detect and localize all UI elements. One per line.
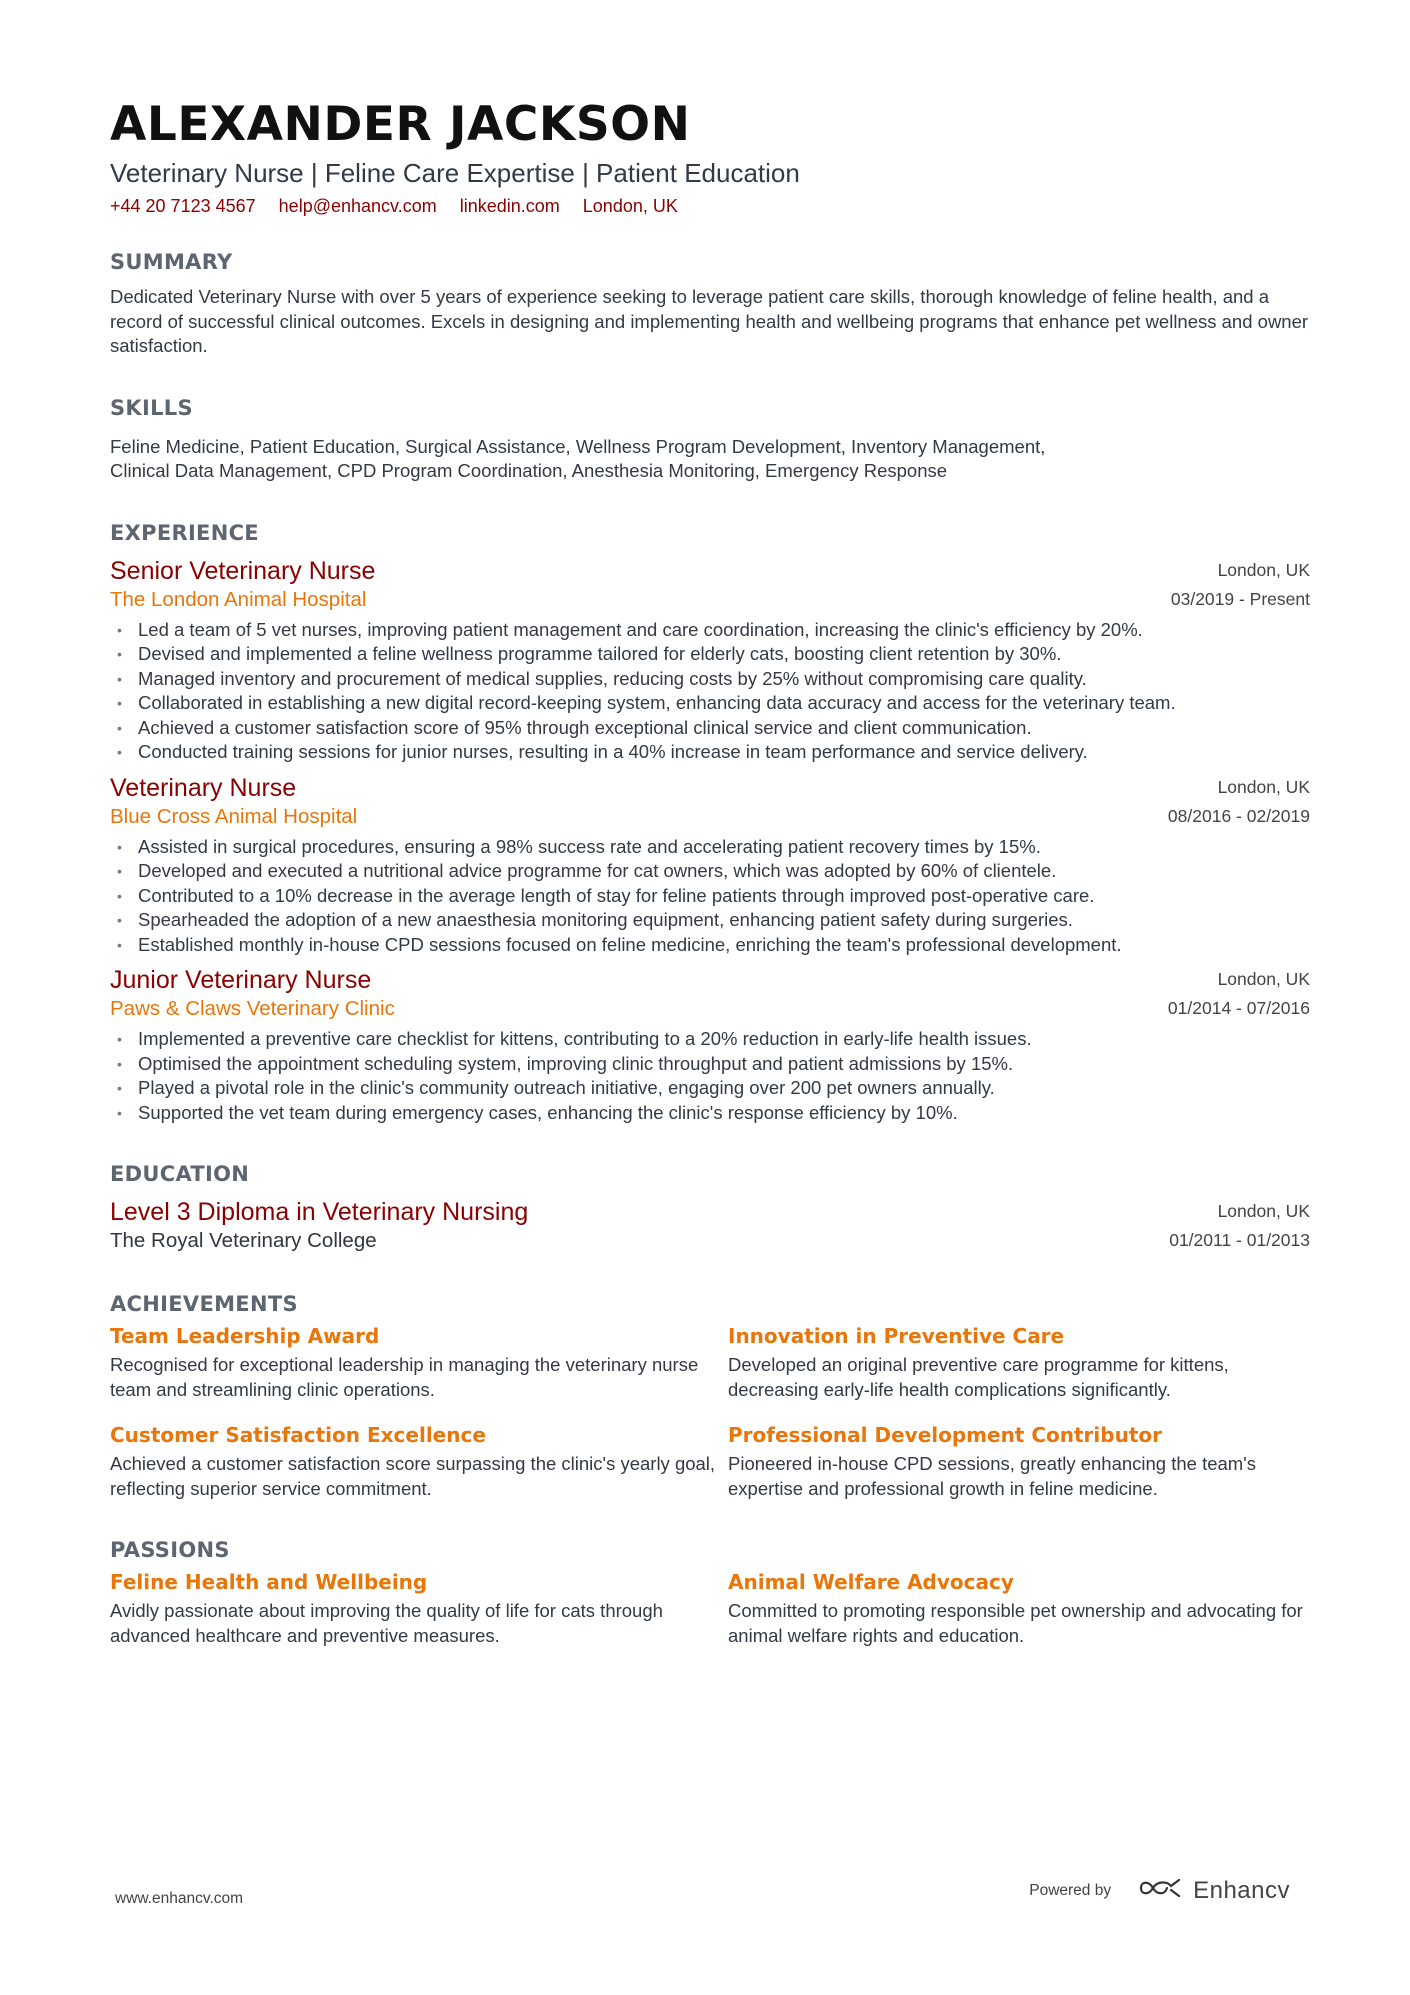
bullet-item: • Managed inventory and procurement of medical supplies, reducing costs by 25% without compromising care quality. xyxy=(110,667,1310,692)
achievement-card xyxy=(728,1420,1310,1501)
resume-page xyxy=(110,95,1310,1648)
candidate-name: ALEXANDER JACKSON xyxy=(110,97,691,152)
footer-branding xyxy=(1029,1876,1290,1905)
job-role: Senior Veterinary Nurse xyxy=(110,556,376,585)
headline: Veterinary Nurse | Feline Care Expertise | Patient Education xyxy=(110,158,800,188)
achievement-title: Innovation in Preventive Care xyxy=(728,1324,1065,1348)
bullet-item: • Assisted in surgical procedures, ensuring a 98% success rate and accelerating patient recovery times by 15%. xyxy=(110,835,1310,860)
bullet-item: • Supported the vet team during emergency cases, enhancing the clinic's response efficiency by 10%. xyxy=(110,1101,1310,1126)
bullet-list xyxy=(110,835,1310,958)
school: The Royal Veterinary College xyxy=(110,1229,377,1252)
job-meta xyxy=(1171,556,1310,614)
job-location: London, UK xyxy=(1217,969,1310,989)
experience-entry xyxy=(110,556,1310,765)
skills-line: Clinical Data Management, CPD Program Coordination, Anesthesia Monitoring, Emergency Response xyxy=(110,460,948,481)
location: London, UK xyxy=(582,196,678,216)
footer-website-link[interactable]: www.enhancv.com xyxy=(115,1890,244,1907)
achievement-card xyxy=(110,1321,728,1402)
achievements-section xyxy=(110,1289,1310,1501)
summary-text: Dedicated Veterinary Nurse with over 5 years of experience seeking to leverage patient care skills, thorough knowledge of feline health, and a record of successful clinical outcomes. Excels in designing and implementing health and wellbeing programs that enhance pet wellness and owner satisfaction. xyxy=(110,286,1309,356)
phone-link[interactable]: +44 20 7123 4567 xyxy=(110,196,256,216)
bullet-item: • Implemented a preventive care checklist for kittens, contributing to a 20% reduction in early-life health issues. xyxy=(110,1027,1310,1052)
job-meta xyxy=(1168,965,1310,1023)
section-title: SKILLS xyxy=(110,395,193,420)
achievement-text: Recognised for exceptional leadership in managing the veterinary nurse team and streamlining clinic operations. xyxy=(110,1354,699,1400)
achievement-text: Pioneered in-house CPD sessions, greatly enhancing the team's expertise and professional growth in feline medicine. xyxy=(728,1453,1256,1499)
job-dates: 08/2016 - 02/2019 xyxy=(1167,805,1310,826)
linkedin-link[interactable]: linkedin.com xyxy=(459,196,560,216)
education-entry xyxy=(110,1197,1310,1255)
bullet-item: • Established monthly in-house CPD sessions focused on feline medicine, enriching the team's professional development. xyxy=(110,933,1310,958)
passion-title: Animal Welfare Advocacy xyxy=(728,1570,1014,1594)
bullet-list xyxy=(110,618,1310,765)
achievement-title: Team Leadership Award xyxy=(110,1324,380,1348)
employer: The London Animal Hospital xyxy=(110,587,367,611)
passion-card xyxy=(728,1567,1310,1648)
powered-by-label: Powered by xyxy=(1029,1881,1112,1899)
achievement-card xyxy=(728,1321,1310,1402)
education-location: London, UK xyxy=(1217,1201,1310,1221)
experience-entry xyxy=(110,965,1310,1125)
job-role: Veterinary Nurse xyxy=(110,773,297,802)
job-dates: 01/2014 - 07/2016 xyxy=(1167,998,1310,1018)
job-location: London, UK xyxy=(1217,559,1310,580)
passion-title: Feline Health and Wellbeing xyxy=(110,1570,428,1594)
section-title: PASSIONS xyxy=(110,1538,230,1562)
achievement-title: Professional Development Contributor xyxy=(728,1423,1162,1447)
job-role: Junior Veterinary Nurse xyxy=(110,966,372,994)
passion-text: Committed to promoting responsible pet ownership and advocating for animal welfare rights and education. xyxy=(728,1600,1303,1646)
bullet-item: • Collaborated in establishing a new digital record-keeping system, enhancing data accuracy and access for the veterinary team. xyxy=(110,691,1310,716)
bullet-item: • Optimised the appointment scheduling system, improving clinic throughput and patient admissions by 15%. xyxy=(110,1052,1310,1077)
experience-section xyxy=(110,518,1310,1126)
passion-text: Avidly passionate about improving the quality of life for cats through advanced healthcare and preventive measures. xyxy=(110,1600,663,1646)
job-location: London, UK xyxy=(1217,776,1310,797)
bullet-item: • Spearheaded the adoption of a new anaesthesia monitoring equipment, enhancing patient safety during surgeries. xyxy=(110,908,1310,933)
skills-line: Feline Medicine, Patient Education, Surgical Assistance, Wellness Program Development, Inventory Management, xyxy=(110,435,1046,457)
section-title: EXPERIENCE xyxy=(110,520,259,545)
achievements-grid xyxy=(110,1321,1310,1501)
section-title: EDUCATION xyxy=(110,1162,250,1186)
education-meta xyxy=(1169,1197,1310,1255)
brand-name: Enhancv xyxy=(1193,1876,1290,1904)
enhancv-logo-icon[interactable] xyxy=(1137,1876,1183,1905)
summary-section xyxy=(110,247,1310,359)
bullet-item: • Contributed to a 10% decrease in the average length of stay for feline patients through improved post-operative care. xyxy=(110,884,1310,909)
bullet-item: • Developed and executed a nutritional advice programme for cat owners, which was adopted by 60% of clientele. xyxy=(110,859,1310,884)
education-section xyxy=(110,1159,1310,1255)
bullet-item: • Led a team of 5 vet nurses, improving patient management and care coordination, increasing the clinic's efficiency by 20%. xyxy=(110,618,1310,643)
job-dates: 03/2019 - Present xyxy=(1170,588,1310,609)
contact-info xyxy=(110,193,1310,219)
achievement-text: Achieved a customer satisfaction score surpassing the clinic's yearly goal, reflecting superior service commitment. xyxy=(110,1453,716,1499)
passion-card xyxy=(110,1567,728,1648)
achievement-card xyxy=(110,1420,728,1501)
degree: Level 3 Diploma in Veterinary Nursing xyxy=(110,1198,529,1226)
section-title: ACHIEVEMENTS xyxy=(110,1292,298,1316)
experience-entry xyxy=(110,773,1310,958)
email-link[interactable]: help@enhancv.com xyxy=(278,196,437,216)
employer: Blue Cross Animal Hospital xyxy=(110,804,358,828)
job-meta xyxy=(1168,773,1310,831)
skills-section xyxy=(110,393,1310,484)
section-title: SUMMARY xyxy=(110,250,233,274)
education-dates: 01/2011 - 01/2013 xyxy=(1169,1230,1310,1250)
bullet-item: • Achieved a customer satisfaction score of 95% through exceptional clinical service and client communication. xyxy=(110,716,1310,741)
passions-section xyxy=(110,1535,1310,1648)
passions-grid xyxy=(110,1567,1310,1648)
bullet-item: • Played a pivotal role in the clinic's community outreach initiative, engaging over 200 pet owners annually. xyxy=(110,1076,1310,1101)
bullet-item: • Conducted training sessions for junior nurses, resulting in a 40% increase in team performance and service delivery. xyxy=(110,740,1310,765)
bullet-list xyxy=(110,1027,1310,1125)
achievement-title: Customer Satisfaction Excellence xyxy=(110,1423,486,1447)
bullet-item: • Devised and implemented a feline wellness programme tailored for elderly cats, boosting client retention by 30%. xyxy=(110,642,1310,667)
achievement-text: Developed an original preventive care programme for kittens, decreasing early-life health complications significantly. xyxy=(728,1354,1229,1400)
employer: Paws & Claws Veterinary Clinic xyxy=(110,997,395,1020)
